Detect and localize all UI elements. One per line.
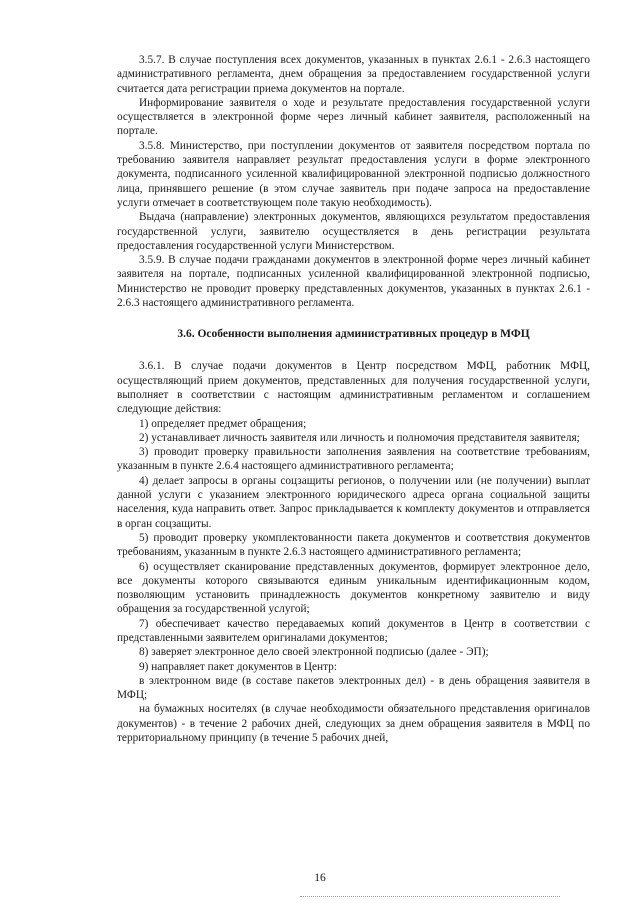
sub-item-electronic: в электронном виде (в составе пакетов электронных дел) - в день обращения заявителя в МФЦ; — [117, 674, 590, 702]
scan-artifact-line — [300, 896, 560, 897]
list-item-7: 7) обеспечивает качество передаваемых копий документов в Центр в соответствии с представленными заявителем оригиналами документов; — [117, 617, 590, 644]
paragraph-3-5-7: 3.5.7. В случае поступления всех документов, указанных в пунктах 2.6.1 - 2.6.3 настоящего административного регламента, днем обращения за предоставлением государственной услуги считается дата регистрации приема документов на портале. — [117, 54, 590, 95]
list-item-2: 2) устанавливает личность заявителя или личность и полномочия представителя заявителя; — [139, 431, 580, 444]
list-item-8: 8) заверяет электронное дело своей электронной подписью (далее - ЭП); — [139, 646, 489, 659]
page-number: 16 — [314, 872, 326, 884]
list-item-3: 3) проводит проверку правильности заполнения заявления на соответствие требованиям, указанным в пункте 2.6.4 настоящего административного регламента; — [117, 446, 590, 473]
list-item-9: 9) направляет пакет документов в Центр: — [139, 660, 337, 673]
document-body — [117, 53, 590, 745]
sub-item-paper: на бумажных носителях (в случае необходимости обязательного представления оригиналов документов) - в течение 2 рабочих дней, следующих за днем обращения заявителя в МФЦ по территориальному принципу (в течение 5 рабочих дней, — [117, 703, 590, 745]
paragraph-3-5-8: 3.5.8. Министерство, при поступлении документов от заявителя посредством портала по требованию заявителя направляет результат предоставления услуги в форме электронного документа, подписанного усиленной квалифицированной электронной подписью должностного лица, принявшего решение (в этом случае заявитель при подаче запроса на предоставление услуги отмечает в соответствующем поле такую необходимость). — [117, 139, 590, 209]
list-item-4: 4) делает запросы в органы соцзащиты регионов, о получении или (не получении) выплат данной услуги с указанием электронного юридического адреса органа социальной защиты населения, куда направить ответ. Запрос прикладывается к комплекту документов и отправляется в орган соцзащиты. — [117, 474, 590, 530]
list-item-5: 5) проводит проверку укомплектованности пакета документов и соответствия документов требованиям, указанным в пункте 2.6.3 настоящего административного регламента; — [117, 531, 590, 559]
paragraph-issuance: Выдача (направление) электронных документов, являющихся результатом предоставления государственной услуги, заявителю осуществляется в день регистрации результата предоставления государственной услуги Министерством. — [117, 211, 590, 252]
paragraph-informing: Информирование заявителя о ходе и результате предоставления государственной услуги осуществляется в электронной форме через личный кабинет заявителя, расположенный на портале. — [117, 96, 590, 138]
paragraph-3-5-9: 3.5.9. В случае подачи гражданами документов в электронной форме через личный кабинет заявителя на портале, подписанных усиленной квалифицированной электронной подписью, Министерство не проводит проверку представленных документов, указанных в пунктах 2.6.1 - 2.6.3 настоящего административного регламента. — [117, 254, 590, 310]
section-heading: 3.6. Особенности выполнения административных процедур в МФЦ — [177, 328, 530, 341]
paragraph-3-6-1: 3.6.1. В случае подачи документов в Центр посредством МФЦ, работник МФЦ, осуществляющий прием документов, представленных для получения государственной услуги, выполняет в соответствии с настоящим административным регламентом и соглашением следующие действия: — [117, 360, 590, 416]
list-item-6: 6) осуществляет сканирование представленных документов, формирует электронное дело, все документы которого связываются единым уникальным идентификационным кодом, позволяющим установить принадлежность документов конкретному заявителю и виду обращения за государственной услугой; — [117, 560, 590, 616]
list-item-1: 1) определяет предмет обращения; — [139, 417, 307, 430]
